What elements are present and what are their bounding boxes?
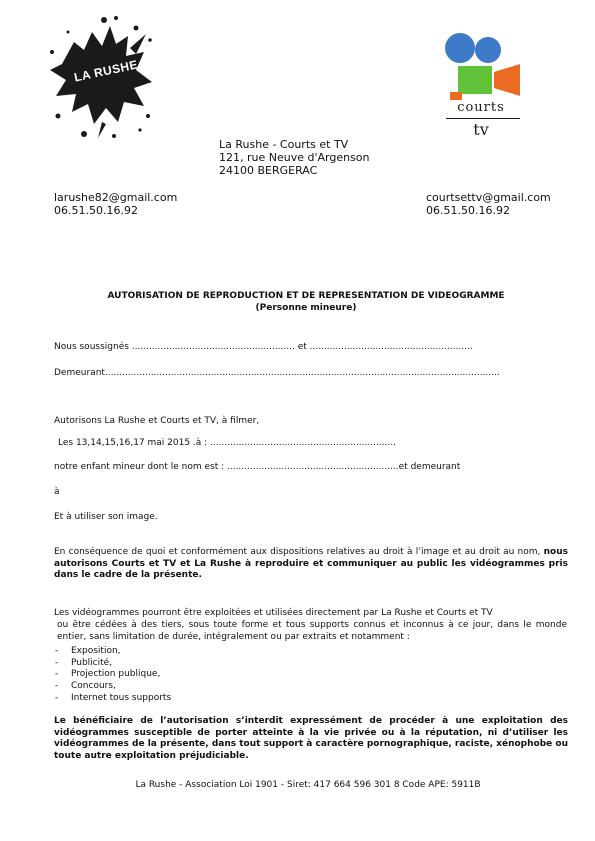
address-line-2: 121, rue Neuve d'Argenson [219, 151, 370, 164]
autorisons-line: Autorisons La Rushe et Courts et TV, à filmer, [54, 416, 260, 426]
list-item: - Concours, [54, 681, 171, 693]
courts-tv-logo [438, 30, 524, 142]
email-left: larushe82@gmail.com [54, 191, 178, 204]
usage-line-2: ou être cédées à des tiers, sous toute forme et tous supports connus et inconnus à ce jour, dans le monde entier, sans limitation de durée, intégralement ou par extraits et notamment : [57, 620, 567, 642]
title-sub: (Personne mineure) [255, 302, 357, 313]
contact-left [54, 191, 177, 217]
consequence-text: En conséquence de quoi et conformément aux dispositions relatives au droit à l’image et au droit au nom, [54, 547, 544, 557]
document-title [40, 291, 572, 314]
larushe-logo-text: LA RUSHE [72, 57, 140, 85]
image-line: Et à utiliser son image. [54, 512, 158, 522]
list-item: - Projection publique, [54, 669, 171, 681]
title-main: AUTORISATION DE REPRODUCTION ET DE REPRESENTATION DE VIDEOGRAMME [107, 291, 505, 301]
list-item: - Internet tous supports [54, 693, 171, 705]
phone-right: 06.51.50.16.92 [426, 204, 510, 217]
a-line: à [54, 487, 60, 497]
phone-left: 06.51.50.16.92 [54, 204, 138, 217]
address-line-1: La Rushe - Courts et TV [219, 138, 349, 151]
footer: La Rushe - Association Loi 1901 - Siret: 417 664 596 301 8 Code APE: 5911B [135, 780, 481, 790]
restriction-paragraph: Le bénéficiaire de l’autorisation s’interdit expressément de procéder à une exploitation des vidéogrammes susceptible de porter atteinte à la vie privée ou à la réputation, ni d’utiliser les vidéogrammes de la présente, dans tout support à caractère pornographique, raciste, xénophobe ou toute autre exploitation préjudiciable. [54, 716, 568, 761]
usage-list [54, 646, 171, 705]
usage-line-1: Les vidéogrammes pourront être exploitées et utilisées directement par La Rushe et Courts et TV [54, 608, 493, 618]
consequence-paragraph [54, 547, 568, 582]
soussignes-line: Nous soussignés ......................................................... et ......................................................... [54, 342, 473, 352]
larushe-logo [44, 12, 156, 140]
email-right: courtsettv@gmail.com [426, 191, 551, 204]
enfant-line: notre enfant mineur dont le nom est : ............................................................et demeurant [54, 462, 461, 472]
courts-logo-text: courts [457, 100, 505, 115]
consequence-bold-text: nous autorisons Courts et TV et La Rushe à reproduire et communiquer au public les vidéogrammes pris dans le cadre de la présente. [54, 547, 568, 580]
list-item: - Exposition, [54, 646, 171, 658]
logo-divider [446, 118, 520, 119]
demeurant-line: Demeurant.......................................................................................................................................... [54, 368, 500, 378]
list-item: - Publicité, [54, 658, 171, 670]
camera-icon [438, 30, 524, 102]
address-block [219, 138, 370, 177]
address-line-3: 24100 BERGERAC [219, 164, 318, 177]
tv-logo-text: tv [473, 120, 489, 139]
dates-line: Les 13,14,15,16,17 mai 2015 .à : ................................................................. [58, 438, 397, 448]
contact-right [426, 191, 551, 217]
